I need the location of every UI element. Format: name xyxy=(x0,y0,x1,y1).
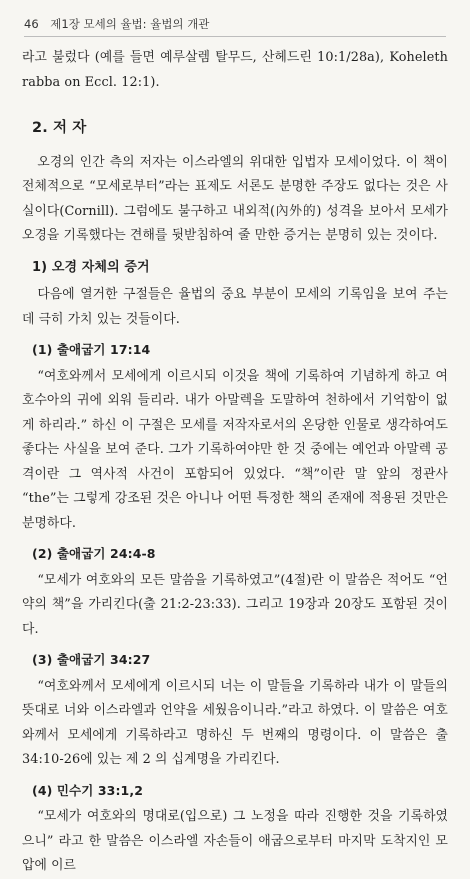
page-header xyxy=(24,16,446,37)
intro-paragraph: 라고 불렀다 (예를 들면 예루살렘 탈무드, 산헤드린 10:1/28a), Koheleth rabba on Eccl. 12:1). xyxy=(22,50,448,90)
item-heading-4: (4) 민수기 33:1,2 xyxy=(32,782,143,798)
page-number: 46 xyxy=(24,17,39,31)
evidence-paragraph: 다음에 열거한 구절들은 율법의 중요 부분이 모세의 기록임을 보여 주는 데 극히 가치 있는 것들이다. xyxy=(22,287,448,327)
running-title: 제1장 모세의 율법: 율법의 개관 xyxy=(50,17,210,31)
item-text-1: “여호와께서 모세에게 이르시되 이것을 책에 기록하여 기념하게 하고 여호수아의 귀에 외워 들리라. 내가 아말렉을 도말하여 천하에서 기억함이 없게 하리라.” 하신 이 구절은 모세를 저작자로서의 온당한 인물로 생각하여도 좋다는 사실을 보여 준다. 그가 기록하여야만 한 것 중에는 예언과 아말렉 공격이란 그 역사적 사건이 포함되어 있었다. “책”이란 말 앞의 정관사 “the”는 그렇게 강조된 것은 아니나 어떤 특정한 책의 존재에 적용된 것만은 분명하다. xyxy=(22,368,448,531)
author-paragraph: 오경의 인간 측의 저자는 이스라엘의 위대한 입법자 모세이었다. 이 책이 전체적으로 “모세로부터”라는 표제도 서론도 분명한 주장도 없다는 것은 사실이다(Cornill). 그럼에도 불구하고 내외적(內外的) 성격을 보아서 모세가 오경을 기록했다는 견해를 뒷받침하여 줄 만한 증거는 분명히 있는 것이다. xyxy=(22,154,448,243)
item-text-3: “여호와께서 모세에게 이르시되 너는 이 말들을 기록하라 내가 이 말들의 뜻대로 너와 이스라엘과 언약을 세웠음이니라.”라고 하였다. 이 말씀은 여호와께서 모세에게 기록하라고 명하신 두 번째의 명령이다. 이 말씀은 출 34:10-26에 있는 제 2 의 십계명을 가리킨다. xyxy=(22,678,448,767)
item-text-2: “모세가 여호와의 모든 말씀을 기록하였고”(4절)란 이 말씀은 적어도 “언약의 책”을 가리킨다(출 21:2-23:33). 그리고 19장과 20장도 포함된 것이다. xyxy=(22,572,448,637)
item-heading-3: (3) 출애굽기 34:27 xyxy=(32,652,151,667)
item-heading-2: (2) 출애굽기 24:4-8 xyxy=(32,546,156,561)
item-heading-1: (1) 출애굽기 17:14 xyxy=(32,342,151,357)
section-heading-author: 2. 저 자 xyxy=(32,120,87,136)
body-text xyxy=(22,46,448,879)
subsection-heading-evidence: 1) 오경 자체의 증거 xyxy=(32,259,150,275)
item-text-4: “모세가 여호와의 명대로(입으로) 그 노정을 따라 진행한 것을 기록하였으니” 라고 한 말씀은 이스라엘 자손들이 애굽으로부터 마지막 도착지인 모압에 이르 xyxy=(22,809,448,873)
